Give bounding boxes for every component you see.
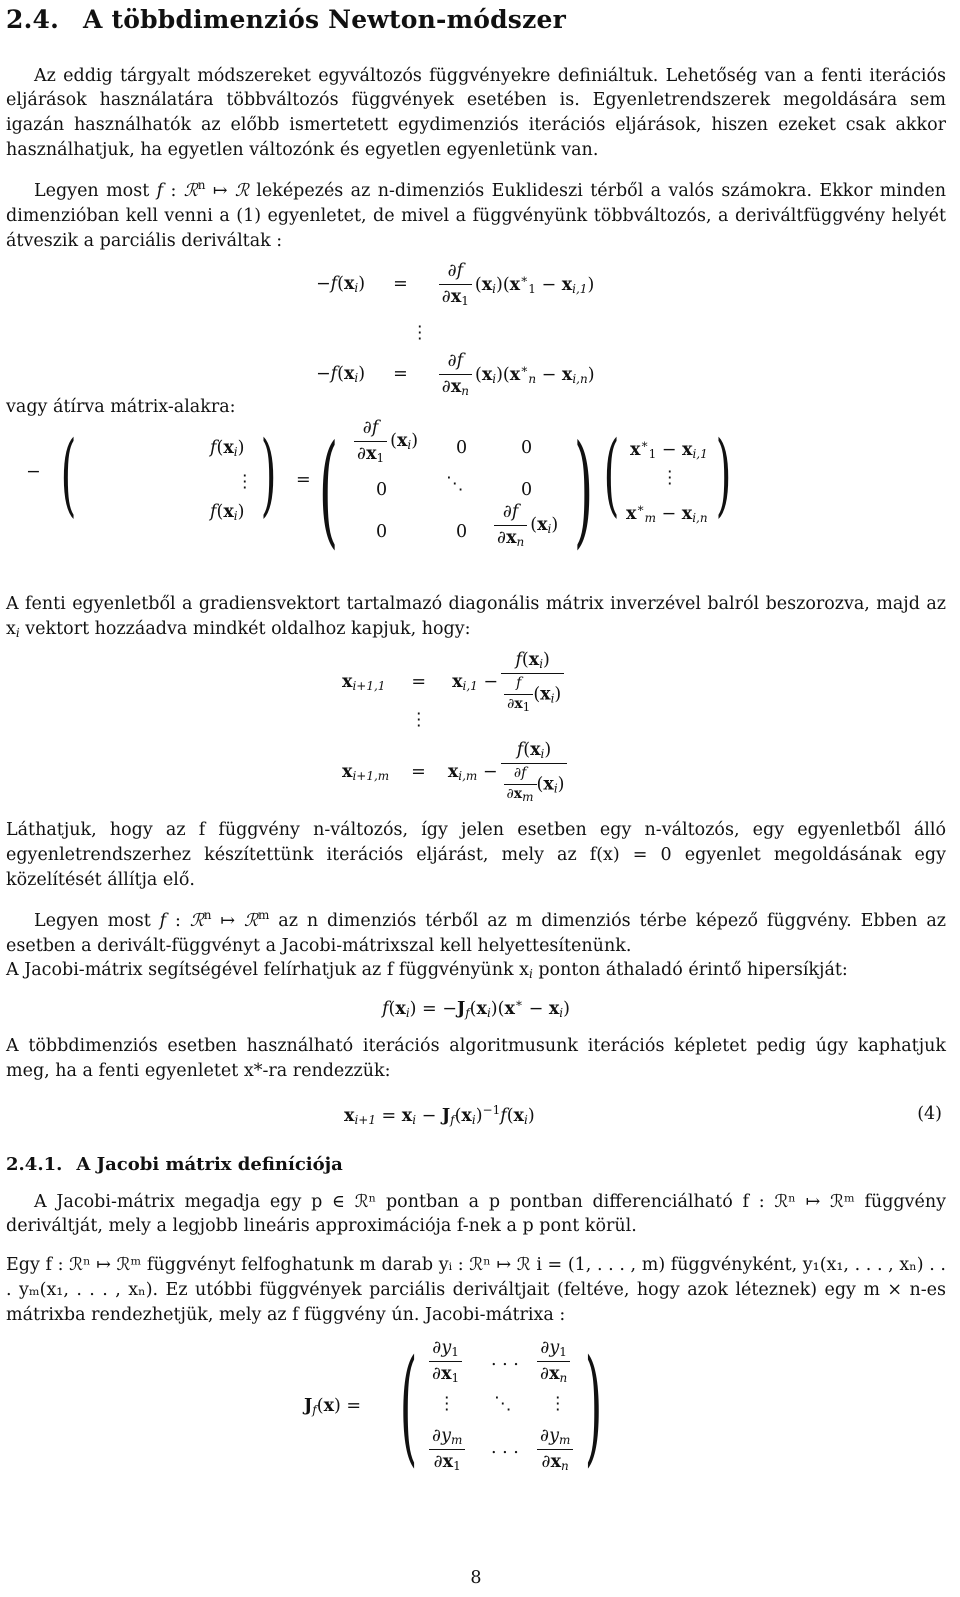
section-number: 2.4. — [6, 5, 59, 34]
paragraph-gradient-start: A fenti egyenletből a gradiensvektort tartalmazó diagonális mátrix inverzével balról beszorozva, majd az x — [6, 594, 946, 640]
matrix-intro-text: vagy átírva mátrix-alakra: — [6, 397, 236, 418]
paragraph-jacobi-definition: A Jacobi-mátrix megadja egy p ∈ ℛⁿ pontban a p pontban differenciálható f : ℛⁿ ↦ ℛᵐ függvény deriváltját, mely a legjobb lineáris approximációja f-nek a p pont körül. — [6, 1191, 946, 1237]
subsection-heading — [6, 1152, 946, 1178]
paragraph-hyperplane-start: A Jacobi-mátrix segítségével felírhatjuk az f függvényünk x — [6, 960, 530, 981]
paragraph-mapping: Legyen most f : ℛ$^n$ ↦ ℛ leképezés az n-dimenziós Euklideszi térből a valós számokra. Ekkor minden dimenzióban kell venni a (1) egyenletet, de mivel a függvényünk többváltozós, a deriváltfüggvény helyét átveszik a parciális deriváltak : — [6, 177, 946, 251]
page-number: 8 — [470, 1568, 482, 1588]
paragraph-jacobi-intro: Legyen most f : ℛ$^n$ ↦ ℛ$^m$ az n dimenziós térből az m dimenziós térbe képező függvény. Ebben az esetben a derivált-függvényt a Jacobi-mátrixszal kell helyettesítenünk. — [6, 907, 946, 956]
section-title: A többdimenziós Newton-módszer — [83, 5, 566, 34]
section-heading — [6, 0, 946, 38]
page — [6, 0, 946, 1588]
partial-equation-system: $-f(x_i)$ = $\frac{\partial f}{\partial x_1}$ $(x_i)(x^∗_1 - x_{i,1})$ ⋮ $-f(x_i)$ = $\frac{\partial f}{\partial x_n}$ $(x_i)(x^∗_n - x_{i,n})$ — [316, 261, 595, 399]
iteration-formulas: $x_{i+1,1}$ = $x_{i,1}$ − $f(x_i)$ $\frac{f}{\partial x1}$ $(x_i)$ ⋮ $x_{i+1,m}$ = $x_{i,m}$ − $f(x_i)$ $\frac{\partial f}{\partial xm}$ $(x_i)$ — [6, 648, 946, 818]
equation-number: (4) — [917, 1104, 942, 1125]
jacobi-matrix-definition: $J_f(x)$ = ( $\frac{\partial y_1}{\partial x_1}$ . . . $\frac{\partial y_1}{\partial x_n}$ ⋮ ⋱ ⋮ $\frac{\partial y_m}{\partial x_1}$ . . . $\frac{\partial y_m}{\partial x_n}$ ) — [304, 1332, 603, 1480]
subsection-title: A Jacobi mátrix definíciója — [76, 1154, 343, 1176]
paragraph-mapping-start: Legyen most — [34, 180, 157, 201]
paragraph-jacobi-intro-rest: az n dimenziós térből az m dimenziós térbe képező függvény. Ebben az esetben a derivált-függvényt a Jacobi-mátrixszal kell helyettesítenünk. — [6, 910, 946, 956]
matrix-equation: − ( $f(x_i)$ ⋮ $f(x_i)$ ) = ( $\frac{\partial f}{\partial x_1}$ $(x_i)$ 0 0 0 ⋱ 0 0 0 $\frac{\partial f}{\partial x_n}$ $(x_i)$ ) ( $x^∗_1 - x_{i,1}$ ⋮ $x^∗_m - x_{i,n}$ ) — [26, 418, 732, 562]
paragraph-intro: Az eddig tárgyalt módszereket egyváltozós függvényekre definiáltuk. Lehetőség van a fenti iterációs eljárások használatára többváltozós függvények esetében is. Egyenletrendszerek megoldására sem igazán használhatók az előbb ismertetett egydimenziós iterációs eljárások, hiszen ezeket csak akkor használhatjuk, ha egyetlen változónk és egyetlen egyenletünk van. — [6, 65, 946, 161]
newton-iteration-equation: $x_{i+1} = x_i - J_f(x_i)^{-1}f(x_i)$ (4) — [344, 1103, 942, 1128]
paragraph-component-functions: Egy f : ℛⁿ ↦ ℛᵐ függvényt felfoghatunk m darab yᵢ : ℛⁿ ↦ ℛ i = (1, . . . , m) függvényként, y₁(x₁, . . . , xₙ) . . . yₘ(x₁, . . . , xₙ). Ez utóbbi függvények parciális deriváltjait (feltéve, hogy azok léteznek) egy m × n-es mátrixba rendezhetjük, mely az f függvény ún. Jacobi-mátrixa : — [6, 1255, 946, 1326]
paragraph-gradient-end: vektort hozzáadva mindkét oldalhoz kapjuk, hogy: — [19, 619, 471, 640]
tangent-plane-equation: $f(x_i) = -J_f(x_i)(x^∗ - x_i)$ — [382, 996, 570, 1021]
paragraph-hyperplane-end: ponton áthaladó érintő hipersíkját: — [532, 960, 848, 981]
paragraph-mapping-rest: leképezés az n-dimenziós Euklideszi térből a valós számokra. Ekkor minden dimenzióban kell venni a (1) egyenletet, de mivel a függvényünk többváltozós, a deriváltfüggvény helyét átveszik a parciális deriváltak : — [6, 180, 946, 251]
paragraph-conclusion: Láthatjuk, hogy az f függvény n-változós, így jelen esetben egy n-változós, egy egyenletből álló egyenletrendszerhez készítettünk iterációs eljárást, mely az f(x) = 0 egyenlet megoldásának egy közelítését állítja elő. — [6, 820, 946, 890]
paragraph-jacobi-intro-start: Legyen most — [34, 910, 160, 931]
paragraph-gradient: A fenti egyenletből a gradiensvektort tartalmazó diagonális mátrix inverzével balról beszorozva, majd az $x_i$ vektort hozzáadva mindkét oldalhoz kapjuk, hogy: — [6, 594, 946, 641]
subsection-number: 2.4.1. — [6, 1154, 63, 1176]
paragraph-algorithm: A többdimenziós esetben használható iterációs algoritmusunk iterációs képletet pedig úgy kaphatjuk meg, ha a fenti egyenletet x*-ra rendezzük: — [6, 1036, 946, 1082]
paragraph-hyperplane: A Jacobi-mátrix segítségével felírhatjuk az f függvényünk $x_i$ ponton áthaladó érintő hipersíkját: — [6, 960, 848, 982]
